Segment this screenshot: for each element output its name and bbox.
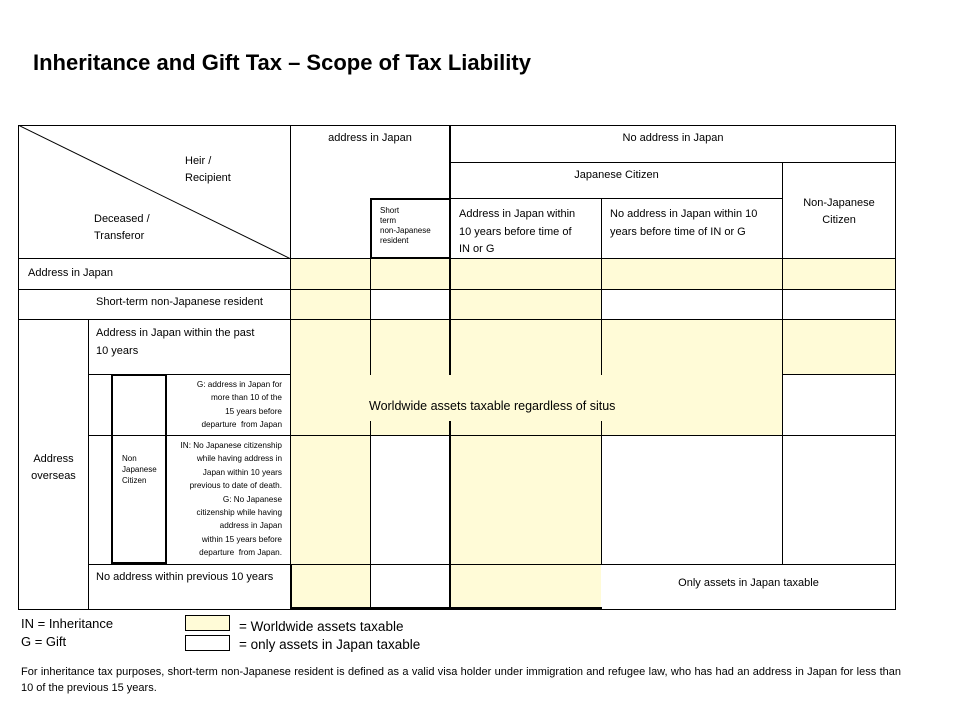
legend-swatch-japan-only	[185, 635, 230, 651]
row-in-condition: IN: No Japanese citizenship while having address in Japan within 10 years previous to date of death. G: No Japanese citizenship while having address in Japan within 15 years before departure from Japan.	[180, 441, 282, 558]
cell-taxable	[291, 435, 371, 564]
legend-worldwide-text: = Worldwide assets taxable	[239, 619, 404, 634]
row-g-condition: G: address in Japan for more than 10 of the 15 years before departure from Japan	[196, 380, 282, 430]
cell-taxable	[291, 259, 895, 289]
footnote: For inheritance tax purposes, short-term non-Japanese resident is defined as a valid visa holder under immigration and refugee law, who has had an address in Japan for less than 10 of the previous 15 years.	[21, 666, 901, 694]
cell-taxable	[291, 564, 371, 609]
legend-japan-only-text: = only assets in Japan taxable	[239, 637, 421, 652]
page-title: Inheritance and Gift Tax – Scope of Tax Liability	[33, 50, 531, 75]
japan-only-banner: Only assets in Japan taxable	[678, 577, 819, 589]
row-address-in-japan: Address in Japan	[28, 267, 113, 279]
cell-taxable	[450, 564, 601, 609]
legend-g: G = Gift	[21, 634, 67, 649]
cell-taxable	[450, 289, 601, 319]
worldwide-banner: Worldwide assets taxable regardless of situs	[369, 399, 616, 413]
col-no-address-in-japan: No address in Japan	[622, 132, 724, 144]
col-not-within-10: No address in Japan within 10 years before time of IN or G	[610, 208, 758, 238]
cell-taxable	[291, 319, 895, 374]
cell-taxable	[291, 289, 371, 319]
row-address-overseas: Address overseas	[31, 453, 76, 482]
legend-swatch-worldwide	[185, 615, 230, 631]
deceased-transferor-label: Deceased / Transferor	[94, 213, 150, 242]
col-within-10: Address in Japan within 10 years before time of IN or G	[459, 208, 576, 255]
row-no-address-10: No address within previous 10 years	[96, 571, 274, 583]
col-japanese-citizen: Japanese Citizen	[574, 169, 659, 181]
heir-recipient-label: Heir / Recipient	[185, 155, 231, 184]
cell-taxable	[450, 435, 601, 564]
row-short-term: Short-term non-Japanese resident	[96, 296, 263, 308]
col-short-term: Short term non-Japanese resident	[380, 206, 431, 245]
col-address-in-japan: address in Japan	[328, 132, 412, 144]
row-non-japanese-citizen: Non Japanese Citizen	[122, 454, 157, 485]
row-within-past-10: Address in Japan within the past 10 years	[96, 327, 255, 357]
diagonal-divider	[18, 125, 291, 259]
legend-in: IN = Inheritance	[21, 616, 114, 631]
col-non-japanese-citizen: Non-Japanese Citizen	[803, 197, 875, 226]
